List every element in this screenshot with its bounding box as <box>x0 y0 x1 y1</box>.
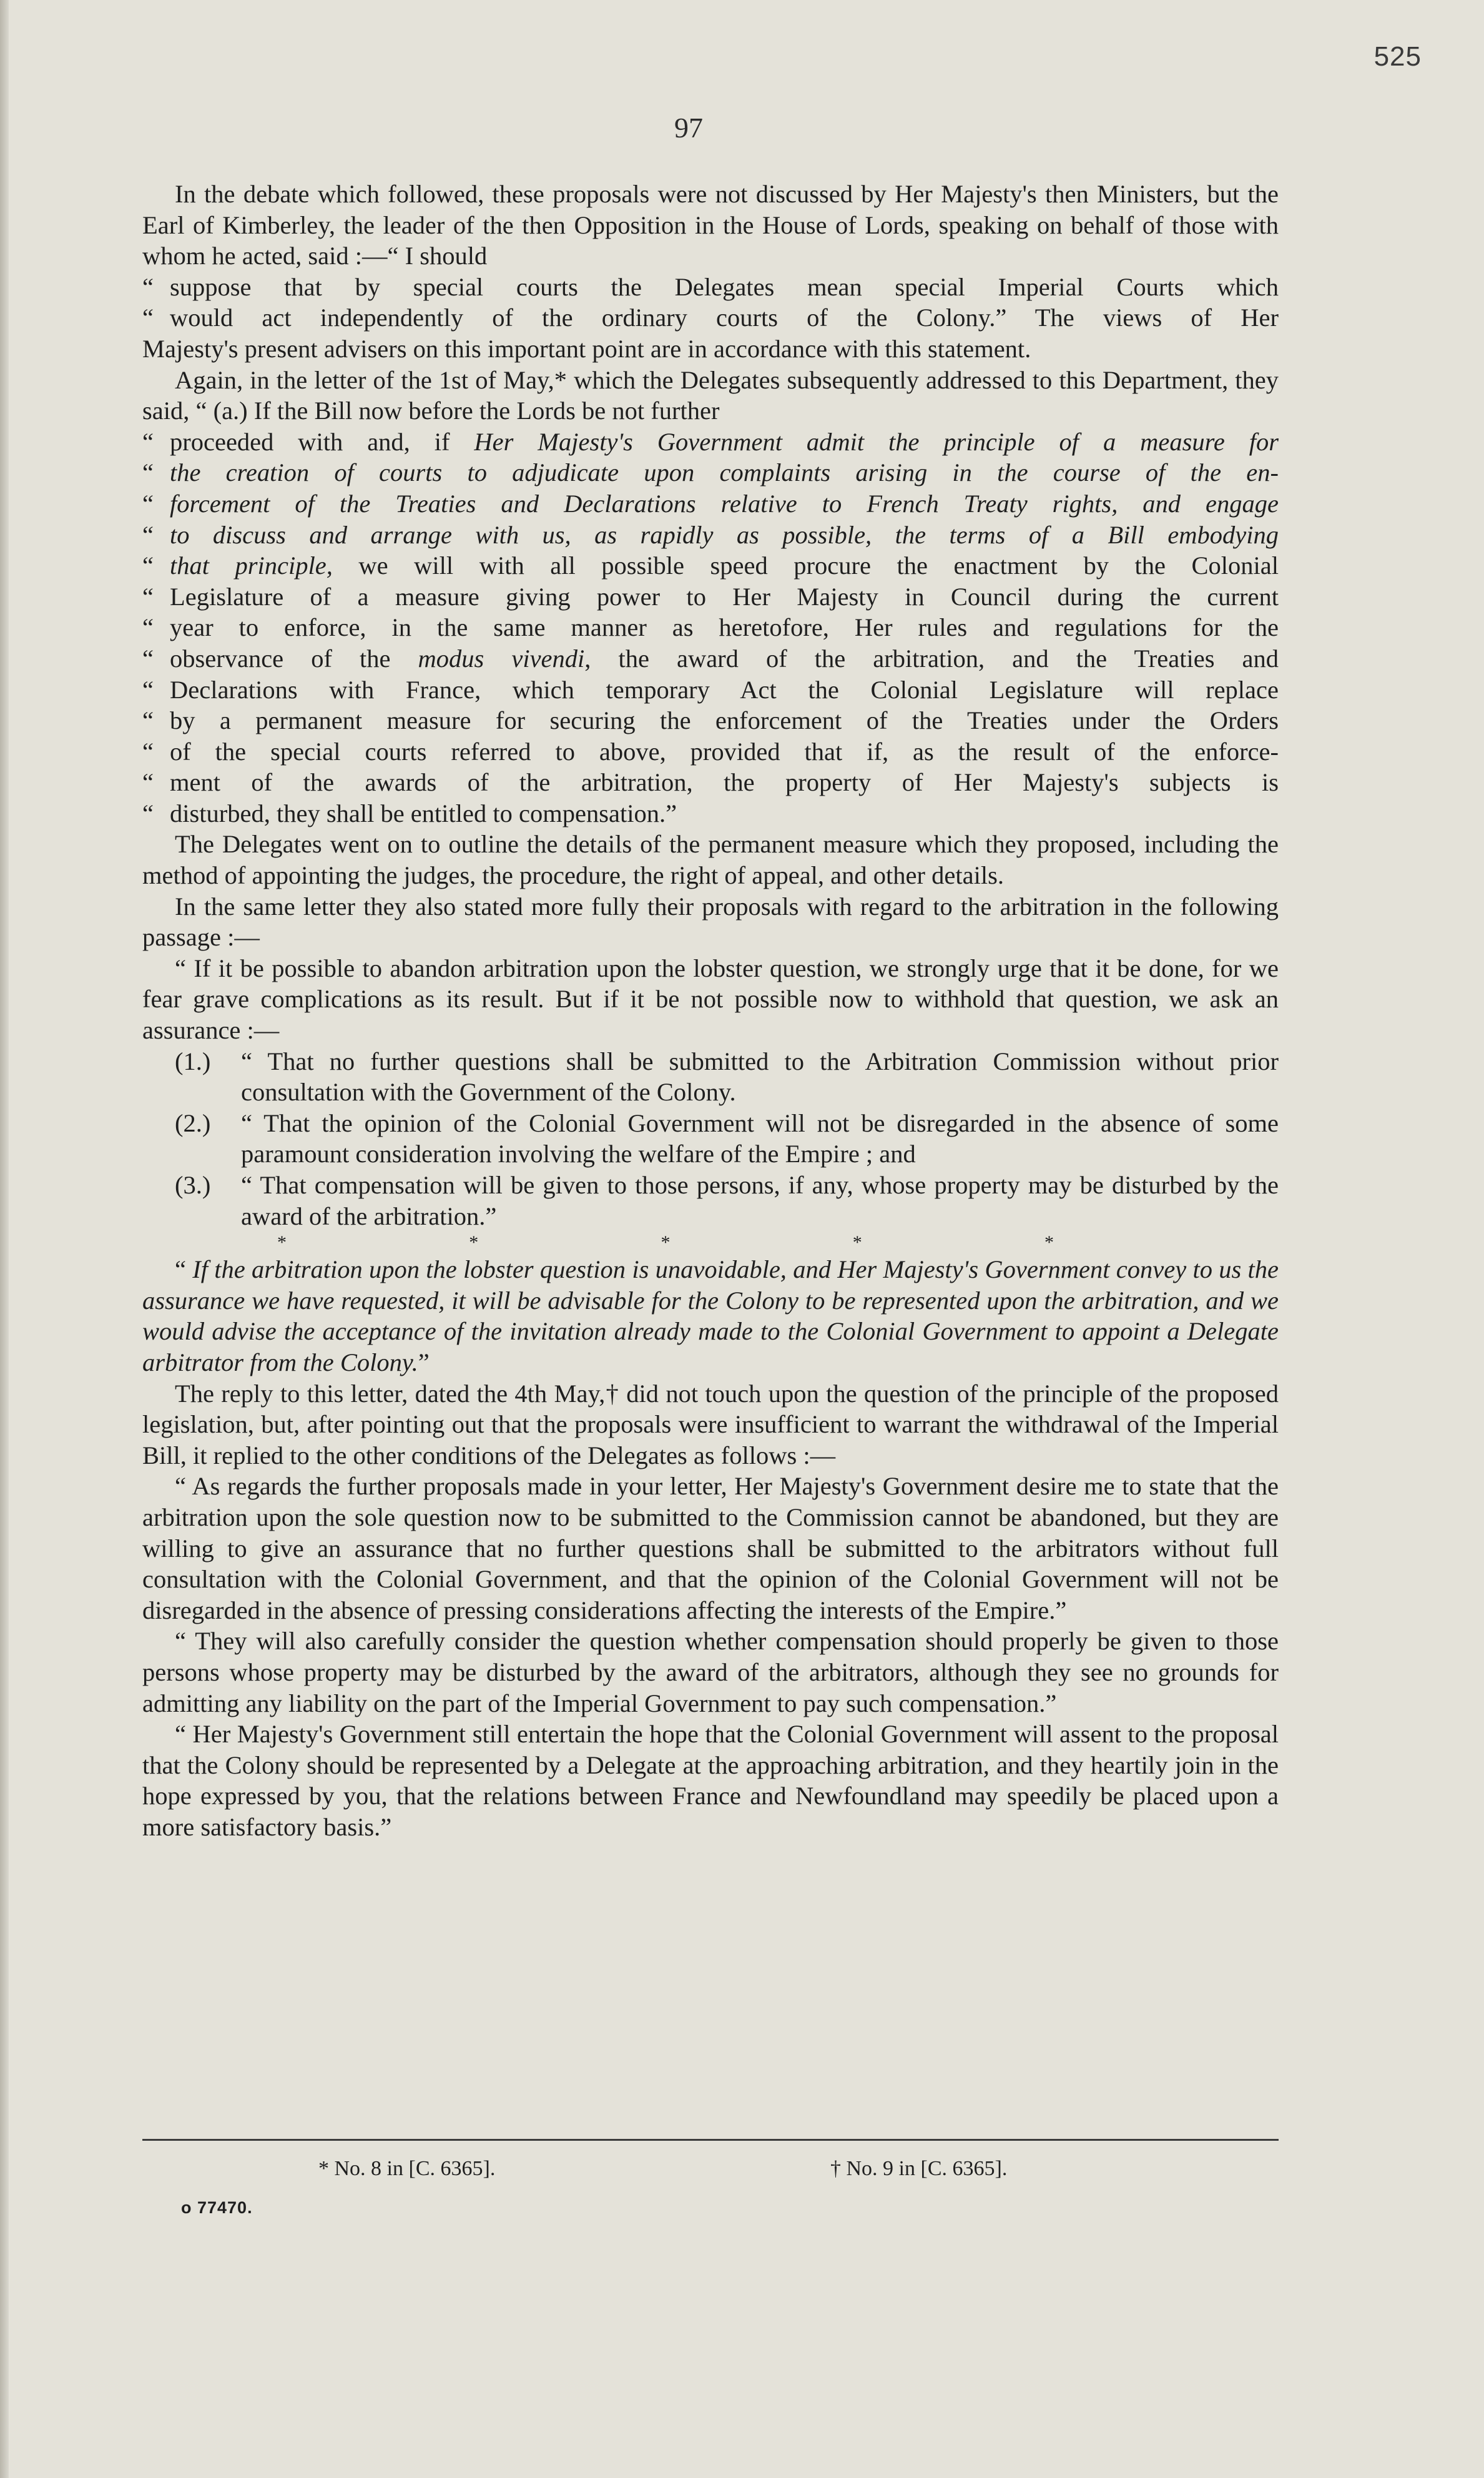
item-text: “ That no further questions shall be submitted to the Arbitration Commission without prior consultation with the Government of the Colony. <box>241 1047 1279 1107</box>
quote-mark: “ <box>142 675 154 704</box>
paragraph-8: “ As regards the further proposals made in your letter, Her Majesty's Government desire me to state that the arbitration upon the sole question now to be submitted to the Commission cannot be abandoned, but they are willing to give an assurance that no further questions shall be submitted to the arbitrators without full consultation with the Colonial Government, and that the opinion of the Colonial Government will not be disregarded in the absence of pressing considerations affecting the interests of the Empire.” <box>142 1472 1279 1624</box>
paragraph-5: “ If it be possible to abandon arbitration upon the lobster question, we strongly urge that it be done, for we fear grave complications as its result. But if it be not possible now to withhold that question, we ask an assurance :— <box>142 954 1279 1045</box>
quote-line: “ year to enforce, in the same manner as heretofore, Her rules and regulations for the <box>142 612 1279 643</box>
paragraph-1: In the debate which followed, these proposals were not discussed by Her Majesty's then Ministers, but the Earl of Kimberley, the leader of the then Opposition in the House of Lords, speaking on behalf of those with whom he acted, said :—“ I should <box>142 180 1279 270</box>
paragraph-1-tail: Majesty's present advisers on this important point are in accordance with this statement. <box>142 334 1031 363</box>
numbered-item-3 <box>142 1170 1279 1232</box>
quote-line: “ suppose that by special courts the Delegates mean special Imperial Courts which <box>142 272 1279 303</box>
quote-mark: “ <box>142 799 154 827</box>
quote-line: “ disturbed, they shall be entitled to compensation.” <box>142 798 1279 829</box>
document-body <box>142 179 1279 1842</box>
quote-line: “ of the special courts referred to above, provided that if, as the result of the enforce- <box>142 736 1279 768</box>
quote-mark: “ <box>142 272 154 301</box>
quote-mark: “ <box>142 551 154 580</box>
star: * <box>661 1232 671 1253</box>
printer-code: o 77470. <box>181 2198 253 2217</box>
footnote-rule <box>142 2139 1279 2141</box>
ellipsis-stars <box>142 1232 1279 1254</box>
quote-line: “ the creation of courts to adjudicate upon complaints arising in the course of the en- <box>142 457 1279 488</box>
quote-line: “ forcement of the Treaties and Declarations relative to French Treaty rights, and engage <box>142 488 1279 520</box>
quote-line: “ would act independently of the ordinary courts of the Colony.” The views of Her <box>142 302 1279 333</box>
quote-line: “ by a permanent measure for securing the enforcement of the Treaties under the Orders <box>142 705 1279 736</box>
quote-mark: “ <box>142 768 154 797</box>
page-number: 97 <box>674 112 703 144</box>
italic-quote: If the arbitration upon the lobster question is unavoidable, and Her Majesty's Government convey to us the assurance we have requested, it will be advisable for the Colony to be represented upon the arbitration, and we would advise the acceptance of the invitation already made to the Colonial Government to appoint a Delegate arbitrator from the Colony. <box>142 1255 1279 1376</box>
numbered-item-1 <box>142 1046 1279 1108</box>
paragraph-4: In the same letter they also stated more fully their proposals with regard to the arbitration in the following passage :— <box>142 892 1279 952</box>
quote-mark: “ <box>142 427 154 456</box>
quote-mark: “ <box>142 520 154 549</box>
quote-line: “ Legislature of a measure giving power to Her Majesty in Council during the current <box>142 581 1279 613</box>
page-edge <box>0 0 9 2478</box>
paragraph-10: “ Her Majesty's Government still entertain the hope that the Colonial Government will assent to the proposal that the Colony should be represented by a Delegate at the approaching arbitration, and they heartily join in the hope expressed by you, that the relations between France and Newfoundland may speedily be placed upon a more satisfactory basis.” <box>142 1720 1279 1841</box>
quote-line: “ ment of the awards of the arbitration, the property of Her Majesty's subjects is <box>142 767 1279 798</box>
quote-mark: “ <box>142 737 154 766</box>
paragraph-6: “ If the arbitration upon the lobster question is unavoidable, and Her Majesty's Government convey to us the assurance we have requested, it will be advisable for the Colony to be represented upon the arbitration, and we would advise the acceptance of the invitation already made to the Colonial Government to appoint a Delegate arbitrator from the Colony.” <box>142 1255 1279 1376</box>
star: * <box>1044 1232 1054 1253</box>
quote-mark: “ <box>142 706 154 735</box>
item-label: (1.) <box>175 1047 211 1075</box>
paragraph-2-quote <box>142 427 1279 829</box>
paragraph-2: Again, in the letter of the 1st of May,* which the Delegates subsequently addressed to this Department, they said, “ (a.) If the Bill now before the Lords be not further <box>142 365 1279 425</box>
paragraph-3: The Delegates went on to outline the details of the permanent measure which they proposed, including the method of appointing the judges, the procedure, the right of appeal, and other details. <box>142 830 1279 890</box>
footnote-1: * No. 8 in [C. 6365]. <box>318 2157 496 2180</box>
quote-mark: “ <box>142 613 154 642</box>
footnote-2: † No. 9 in [C. 6365]. <box>830 2157 1008 2180</box>
quote-mark: “ <box>142 489 154 518</box>
quote-mark: “ <box>142 458 154 487</box>
item-text: “ That compensation will be given to those persons, if any, whose property may be disturbed by the award of the arbitration.” <box>241 1171 1279 1230</box>
item-text: “ That the opinion of the Colonial Government will not be disregarded in the absence of some paramount consideration involving the welfare of the Empire ; and <box>241 1108 1279 1168</box>
star: * <box>469 1232 479 1253</box>
quote-mark: “ <box>142 304 154 332</box>
quote-line: “ proceeded with and, if Her Majesty's Government admit the principle of a measure for <box>142 427 1279 458</box>
paragraph-1-quote <box>142 272 1279 333</box>
quote-mark: “ <box>142 644 154 673</box>
star: * <box>277 1232 287 1253</box>
quote-line: “ that principle, we will with all possible speed procure the enactment by the Colonial <box>142 550 1279 581</box>
quote-line: “ Declarations with France, which temporary Act the Colonial Legislature will replace <box>142 674 1279 706</box>
quote-line: “ to discuss and arrange with us, as rapidly as possible, the terms of a Bill embodying <box>142 520 1279 551</box>
quote-mark: “ <box>142 582 154 611</box>
item-label: (3.) <box>175 1171 211 1199</box>
scan-page-number: 525 <box>1373 41 1422 72</box>
paragraph-7: The reply to this letter, dated the 4th May,† did not touch upon the question of the principle of the proposed legislation, but, after pointing out that the proposals were insufficient to warrant the withdrawal of the Imperial Bill, it replied to the other conditions of the Delegates as follows :— <box>142 1379 1279 1469</box>
item-label: (2.) <box>175 1108 211 1137</box>
paragraph-9: “ They will also carefully consider the question whether compensation should properly be given to those persons whose property may be disturbed by the award of the arbitrators, although they see no grounds for admitting any liability on the part of the Imperial Government to pay such compensation.” <box>142 1627 1279 1717</box>
star: * <box>852 1232 862 1253</box>
numbered-item-2 <box>142 1108 1279 1170</box>
quote-line: “ observance of the modus vivendi, the award of the arbitration, and the Treaties and <box>142 643 1279 674</box>
